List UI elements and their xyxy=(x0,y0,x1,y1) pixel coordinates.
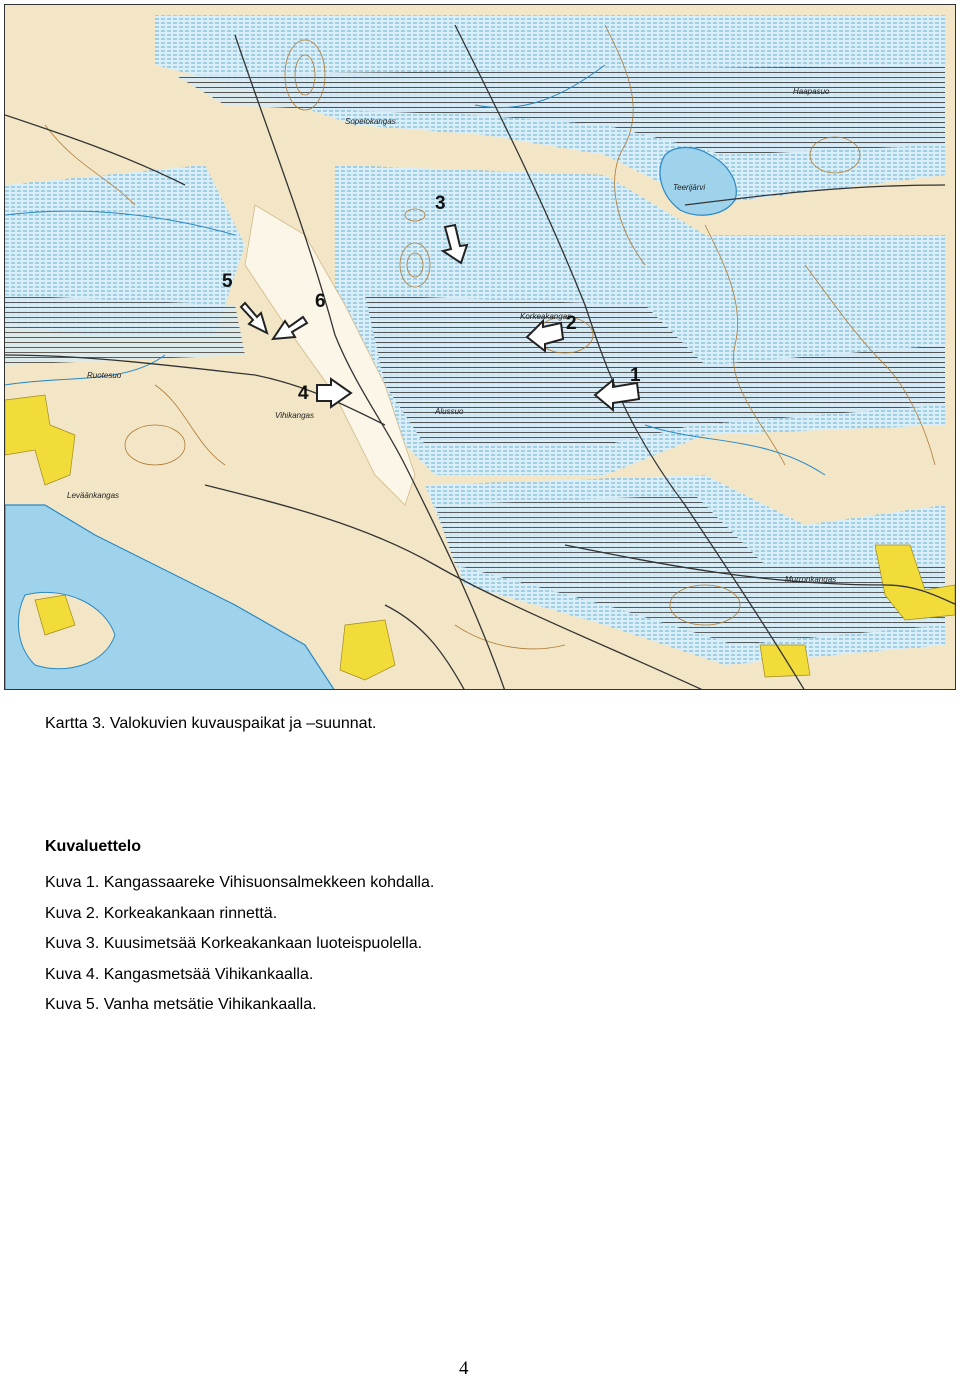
place-label-teeri: Teerijärvi xyxy=(673,183,706,192)
list-item: Kuva 4. Kangasmetsää Vihikankaalla. xyxy=(45,965,314,983)
place-label-ruotesuo: Ruotesuo xyxy=(87,371,122,380)
list-item: Kuva 5. Vanha metsätie Vihikankaalla. xyxy=(45,996,317,1013)
topographic-map xyxy=(4,4,956,690)
marker-4: 4 xyxy=(298,383,309,404)
photo-list xyxy=(45,868,434,1021)
photo-list-title: Kuvaluettelo xyxy=(45,838,142,855)
map-caption: Kartta 3. Valokuvien kuvauspaikat ja –suunnat. xyxy=(45,715,377,732)
marker-3: 3 xyxy=(435,193,446,214)
place-label-haapasuo: Haapasuo xyxy=(793,87,830,96)
place-label-vihikangas: Vihikangas xyxy=(275,411,314,420)
place-label-korkeakangas: Korkeakangas xyxy=(520,312,572,321)
marker-2: 2 xyxy=(566,313,577,334)
marker-5: 5 xyxy=(222,271,233,292)
list-item: Kuva 3. Kuusimetsää Korkeakankaan luoteispuolella. xyxy=(45,935,423,952)
page-number: 4 xyxy=(459,1358,469,1379)
place-label-sopelokangas: Sopelokangas xyxy=(345,117,396,126)
field-south-center xyxy=(760,645,810,677)
marker-6: 6 xyxy=(315,291,326,312)
bog-area-hatched-west xyxy=(5,295,245,365)
list-item: Kuva 1. Kangassaareke Vihisuonsalmekkeen kohdalla. xyxy=(45,874,435,891)
place-label-levanenkangas: Leväänkangas xyxy=(67,491,120,500)
marker-1: 1 xyxy=(630,365,641,386)
place-label-murronkangas: Murronkangas xyxy=(785,575,837,584)
list-item: Kuva 2. Korkeakankaan rinnettä. xyxy=(45,904,278,922)
place-label-alusuo: Alussuo xyxy=(435,407,464,416)
